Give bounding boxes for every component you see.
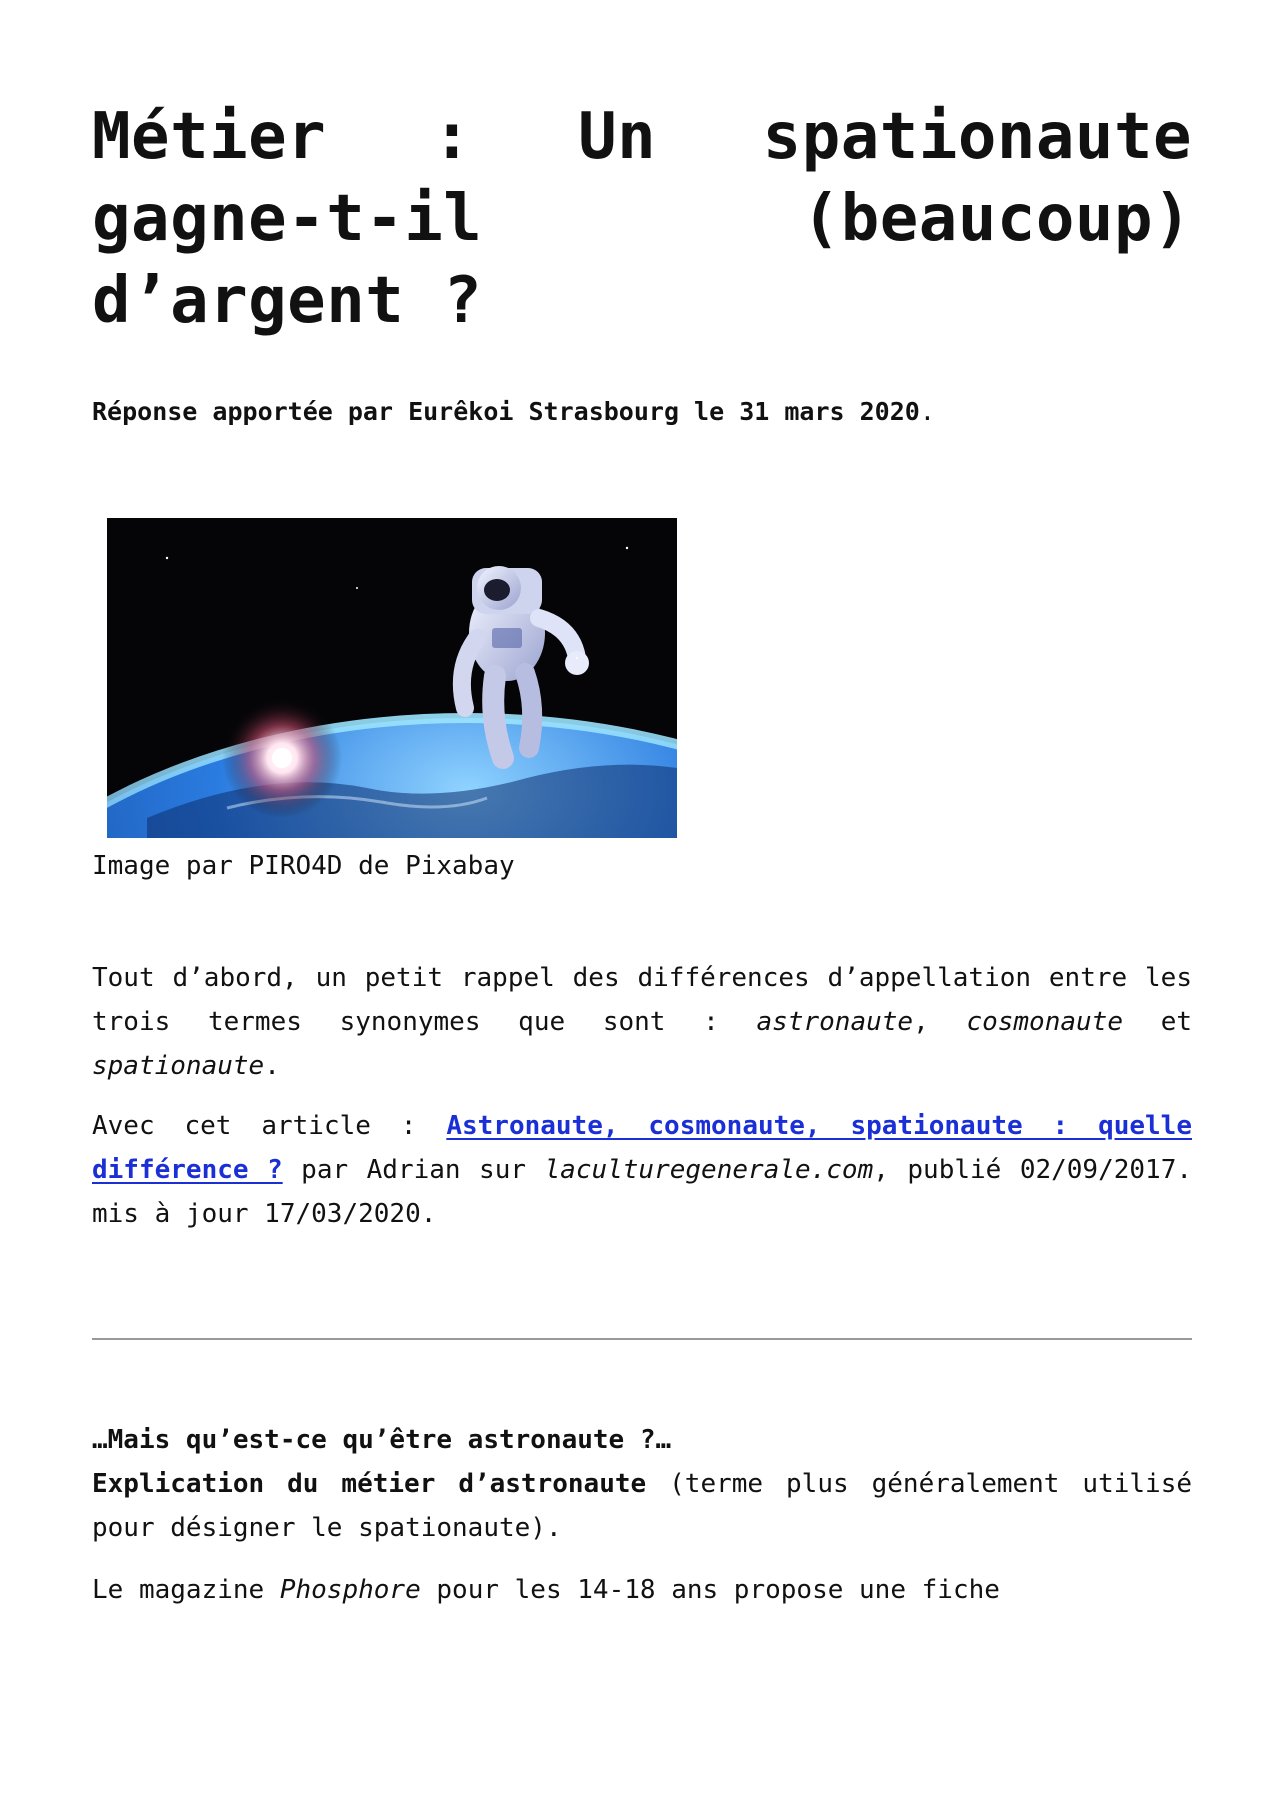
magazine-rest: pour les 14-18 ans propose une fiche <box>420 1575 1000 1605</box>
intro-sep-1: , <box>913 1007 967 1037</box>
term-astronaute: astronaute <box>756 1007 914 1037</box>
hero-illustration <box>107 518 677 838</box>
section-divider <box>92 1338 1192 1340</box>
article-figure <box>92 518 677 884</box>
section-heading: …Mais qu’est-ce qu’être astronaute ?… <box>92 1425 672 1455</box>
image-caption: Image par PIRO4D de Pixabay <box>92 851 515 881</box>
magazine-name: Phosphore <box>279 1575 421 1605</box>
reference-suffix: , publié 02/09/2017. mis à jour 17/03/2020. <box>92 1155 1192 1229</box>
term-spationaute: spationaute <box>92 1051 265 1081</box>
source-site: laculturegenerale.com <box>544 1155 874 1185</box>
reference-prefix: Avec cet article : <box>92 1111 447 1141</box>
section-subheading: Explication du métier d’astronaute <box>92 1469 647 1499</box>
reference-paragraph <box>92 1104 1192 1236</box>
byline-text: Réponse apportée par Eurêkoi Strasbourg le 31 mars 2020 <box>92 397 920 426</box>
intro-paragraph <box>92 956 1192 1088</box>
magazine-paragraph <box>92 1568 1192 1612</box>
astronaut-over-earth-photo <box>107 518 677 838</box>
intro-end: . <box>264 1051 280 1081</box>
article-title: Métier : Un spationaute gagne-t-il (beaucoup) d’argent ? <box>92 100 1192 338</box>
section-intro <box>92 1418 1192 1550</box>
intro-sep-2: et <box>1122 1007 1192 1037</box>
intro-text: Tout d’abord, un petit rappel des différences d’appellation entre les trois termes synonymes que sont : <box>92 963 1192 1037</box>
term-cosmonaute: cosmonaute <box>966 1007 1123 1037</box>
byline-end: . <box>919 397 935 426</box>
section-subheading-rest: (terme plus généralement utilisé pour désigner le spationaute). <box>92 1469 1192 1543</box>
reference-mid: par Adrian sur <box>282 1155 545 1185</box>
article-link[interactable]: Astronaute, cosmonaute, spationaute : quelle différence ? <box>92 1111 1192 1185</box>
byline <box>92 394 1192 430</box>
article <box>92 0 1192 1612</box>
magazine-prefix: Le magazine <box>92 1575 280 1605</box>
